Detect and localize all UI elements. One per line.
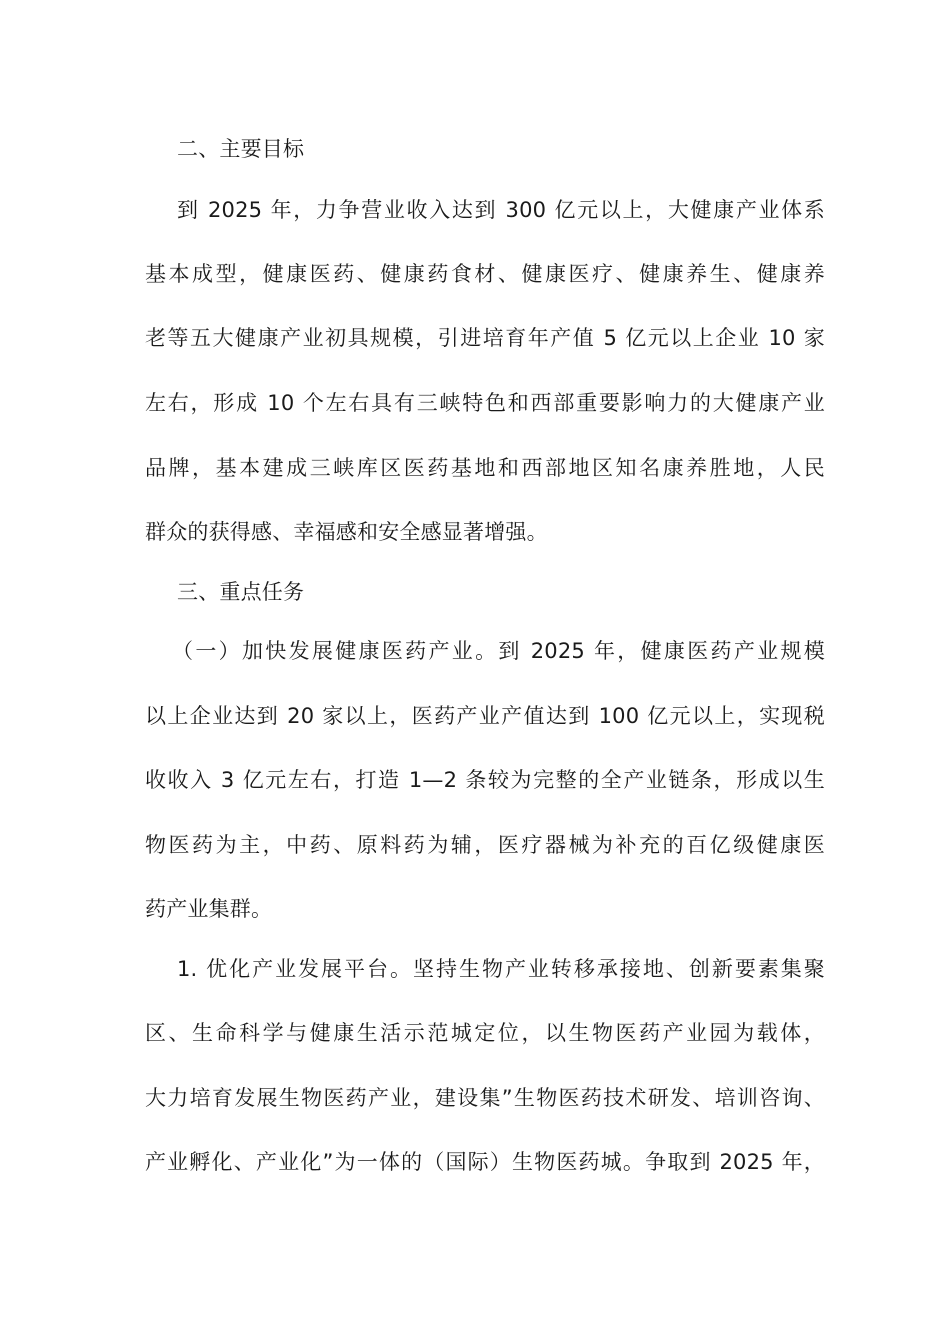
paragraph-line: 产业孵化、产业化”为一体的（国际）生物医药城。争取到 2025 年， (145, 1150, 825, 1174)
paragraph-line: 以上企业达到 20 家以上，医药产业产值达到 100 亿元以上，实现税 (145, 704, 825, 728)
section-heading-main-goals: 二、主要目标 (177, 137, 305, 161)
paragraph-line: 收收入 3 亿元左右，打造 1—2 条较为完整的全产业链条，形成以生 (145, 768, 825, 792)
paragraph-line: 大力培育发展生物医药产业，建设集”生物医药技术研发、培训咨询、 (145, 1086, 825, 1110)
paragraph-line: 群众的获得感、幸福感和安全感显著增强。 (145, 520, 548, 544)
paragraph-line: 物医药为主，中药、原料药为辅，医疗器械为补充的百亿级健康医 (145, 833, 825, 857)
paragraph-line: （一）加快发展健康医药产业。到 2025 年，健康医药产业规模 (172, 639, 825, 663)
section-heading-key-tasks: 三、重点任务 (177, 580, 305, 604)
paragraph-line: 到 2025 年，力争营业收入达到 300 亿元以上，大健康产业体系 (177, 198, 825, 222)
paragraph-line: 区、生命科学与健康生活示范城定位，以生物医药产业园为载体， (145, 1021, 825, 1045)
paragraph-line: 药产业集群。 (145, 897, 273, 921)
paragraph-line: 基本成型，健康医药、健康药食材、健康医疗、健康养生、健康养 (145, 262, 825, 286)
paragraph-line: 左右，形成 10 个左右具有三峡特色和西部重要影响力的大健康产业 (145, 391, 825, 415)
paragraph-line: 1. 优化产业发展平台。坚持生物产业转移承接地、创新要素集聚 (177, 957, 825, 981)
paragraph-line: 品牌，基本建成三峡库区医药基地和西部地区知名康养胜地，人民 (145, 456, 825, 480)
paragraph-line: 老等五大健康产业初具规模，引进培育年产值 5 亿元以上企业 10 家 (145, 326, 825, 350)
